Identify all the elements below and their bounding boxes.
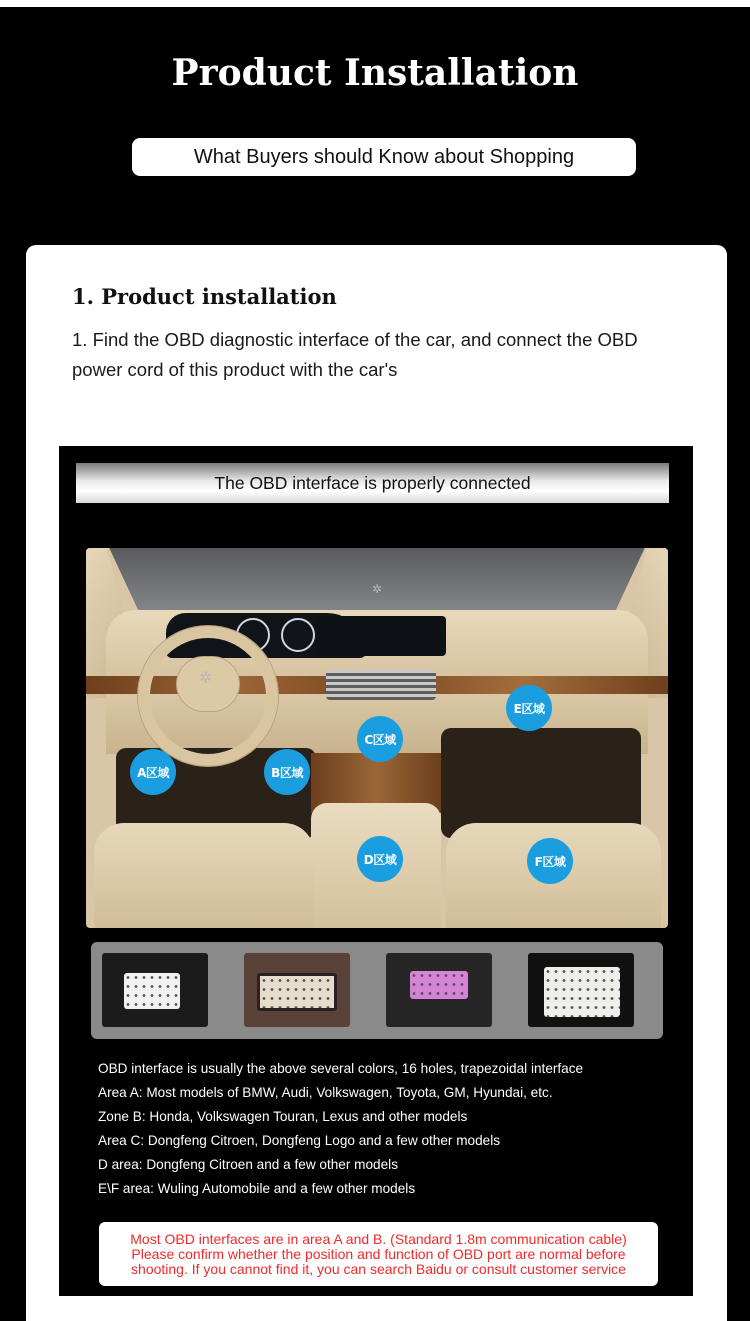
zone-a-marker: A区域 <box>130 749 176 795</box>
info-line: Area A: Most models of BMW, Audi, Volkswagen, Toyota, GM, Hyundai, etc. <box>98 1085 553 1100</box>
warning-notice-box <box>99 1222 658 1286</box>
info-line: Zone B: Honda, Volkswagen Touran, Lexus and other models <box>98 1109 468 1124</box>
hero-subtitle-pill: What Buyers should Know about Shopping <box>132 138 636 176</box>
panel-header-bar: The OBD interface is properly connected <box>76 463 669 503</box>
notice-line: Please confirm whether the position and function of OBD port are normal before <box>131 1245 626 1262</box>
obd-port-photo-2 <box>244 953 350 1027</box>
obd-connector-icon <box>544 967 620 1017</box>
mercedes-star-icon: ✲ <box>199 668 213 687</box>
center-vents <box>326 670 436 700</box>
info-line: E\F area: Wuling Automobile and a few other models <box>98 1181 416 1196</box>
obd-area-info-list <box>98 1057 678 1201</box>
section-title: 1. Product installation <box>72 284 337 309</box>
zone-d-marker: D区域 <box>357 836 403 882</box>
obd-connector-icon <box>257 973 337 1011</box>
info-line: Area C: Dongfeng Citroen, Dongfeng Logo and a few other models <box>98 1133 501 1148</box>
info-line: D area: Dongfeng Citroen and a few other models <box>98 1157 398 1172</box>
section-description: 1. Find the OBD diagnostic interface of the car, and connect the OBD power cord of this product with the car's <box>72 329 638 380</box>
info-line: OBD interface is usually the above several colors, 16 holes, trapezoidal interface <box>98 1061 584 1076</box>
notice-line: Most OBD interfaces are in area A and B. (Standard 1.8m communication cable) <box>130 1230 627 1247</box>
obd-connector-icon <box>410 971 468 999</box>
passenger-footwell <box>441 728 641 838</box>
notice-line: shooting. If you cannot find it, you can search Baidu or consult customer service <box>131 1260 626 1277</box>
zone-e-marker: E区域 <box>506 685 552 731</box>
obd-port-photo-1 <box>102 953 208 1027</box>
zone-b-marker: B区域 <box>264 749 310 795</box>
tachometer-gauge <box>281 618 315 652</box>
obd-port-photo-3 <box>386 953 492 1027</box>
center-display <box>316 616 446 656</box>
obd-port-gallery <box>91 942 663 1039</box>
top-border-strip <box>0 0 750 7</box>
driver-seat <box>94 823 314 928</box>
obd-connector-icon <box>124 973 180 1009</box>
zone-c-marker: C区域 <box>357 716 403 762</box>
hero-title: Product Installation <box>171 52 579 94</box>
obd-port-photo-4 <box>528 953 634 1027</box>
zone-f-marker: F区域 <box>527 838 573 884</box>
hood-star-icon: ✲ <box>372 582 383 596</box>
